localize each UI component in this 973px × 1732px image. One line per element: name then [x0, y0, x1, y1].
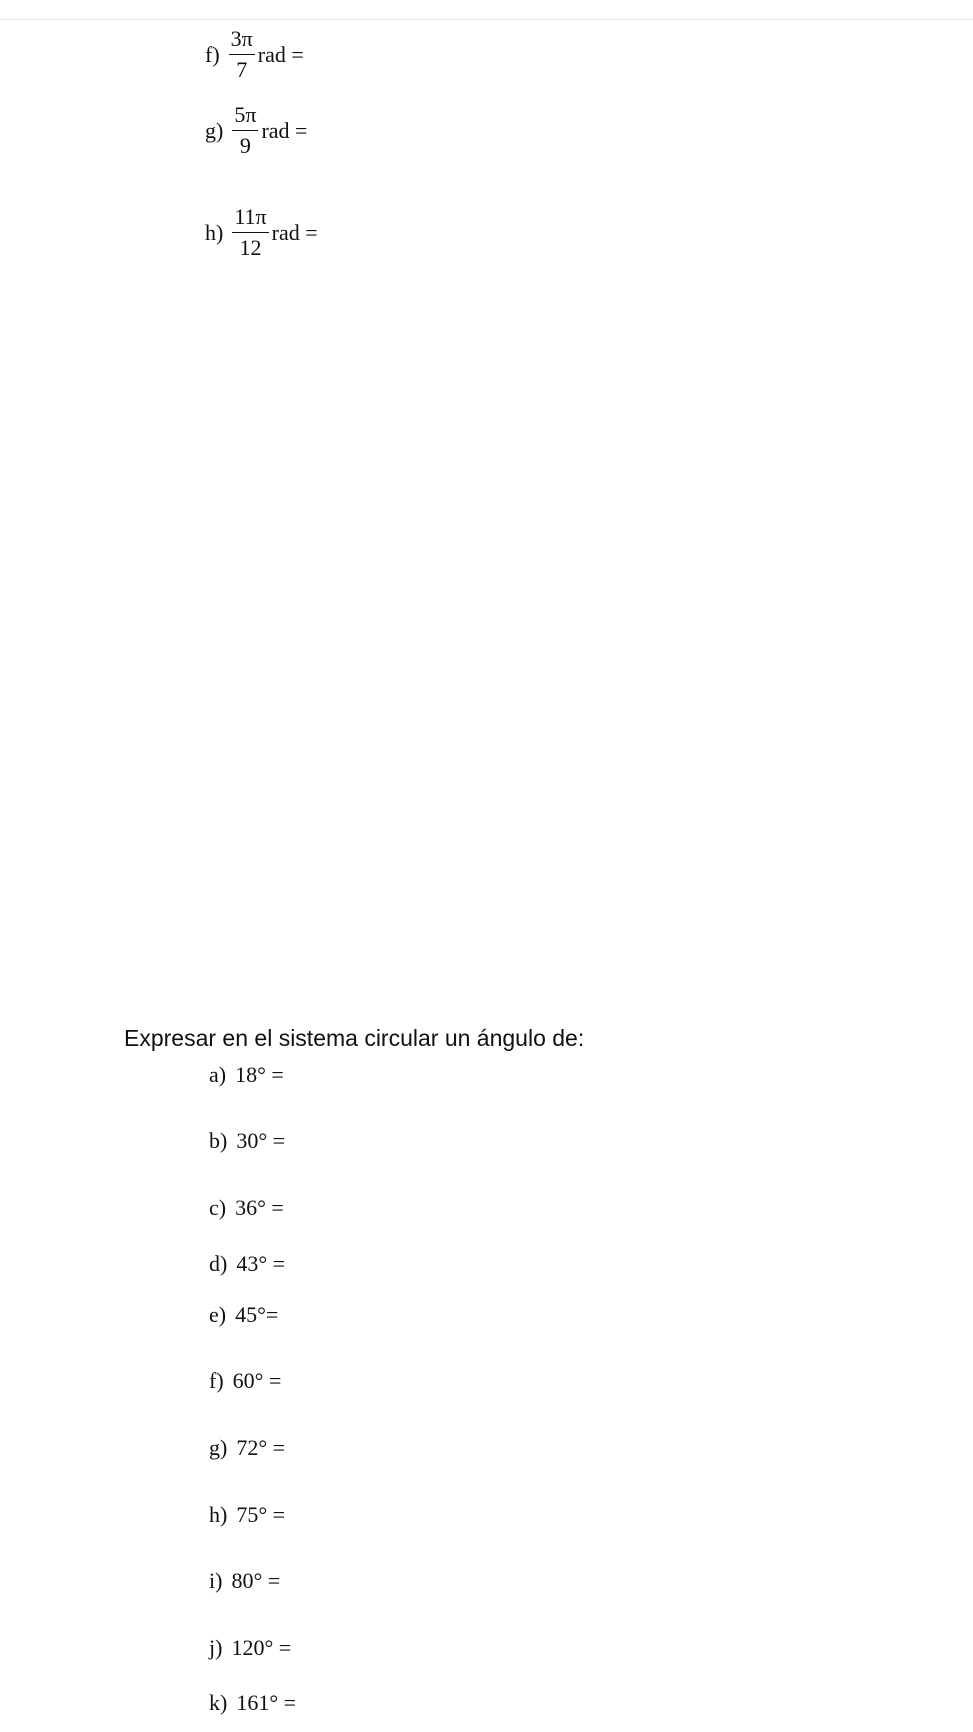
item-letter: j): [209, 1635, 223, 1660]
degree-item-g: [209, 1437, 285, 1459]
fraction-numerator: 5π: [232, 104, 258, 131]
degree-item-j: [209, 1637, 291, 1659]
item-expression: 18° =: [235, 1062, 284, 1087]
item-expression: 30° =: [236, 1128, 286, 1153]
item-letter: k): [209, 1690, 228, 1715]
fraction: [229, 28, 255, 81]
item-letter: d): [209, 1251, 228, 1276]
degree-item-d: [209, 1253, 285, 1275]
section-heading: Expresar en el sistema circular un ángulo de:: [124, 1025, 585, 1051]
item-letter: g): [205, 117, 224, 143]
fraction: [232, 104, 258, 157]
degree-item-i: [209, 1570, 280, 1592]
item-expression: 45°=: [235, 1302, 279, 1327]
item-expression: 80° =: [231, 1568, 281, 1593]
item-letter: h): [205, 219, 224, 245]
fraction-numerator: 11π: [232, 206, 268, 233]
radian-item-h: [205, 206, 318, 259]
degree-item-e: [209, 1304, 278, 1326]
degree-item-a: [209, 1064, 284, 1086]
item-expression: 43° =: [236, 1251, 286, 1276]
item-letter: a): [209, 1062, 227, 1087]
item-letter: h): [209, 1502, 228, 1527]
fraction-denominator: 7: [236, 57, 248, 82]
item-expression: 120° =: [231, 1635, 292, 1660]
fraction-numerator: 3π: [229, 28, 255, 55]
fraction-denominator: 12: [239, 235, 262, 260]
item-expression: 72° =: [236, 1435, 286, 1460]
item-letter: c): [209, 1195, 227, 1220]
radian-item-g: [205, 104, 307, 157]
degree-item-k: [209, 1692, 296, 1714]
item-letter: f): [209, 1368, 224, 1393]
rad-suffix: rad =: [261, 117, 308, 143]
fraction-denominator: 9: [239, 133, 251, 158]
item-letter: i): [209, 1568, 223, 1593]
item-letter: b): [209, 1128, 228, 1153]
item-expression: 60° =: [232, 1368, 282, 1393]
degree-item-b: [209, 1130, 285, 1152]
degree-item-f: [209, 1370, 281, 1392]
item-expression: 36° =: [235, 1195, 284, 1220]
radian-item-f: [205, 28, 304, 81]
item-expression: 75° =: [236, 1502, 286, 1527]
item-letter: g): [209, 1435, 228, 1460]
rad-suffix: rad =: [257, 41, 304, 67]
fraction: [232, 206, 268, 259]
degree-item-c: [209, 1197, 284, 1219]
item-expression: 161° =: [236, 1690, 297, 1715]
item-letter: e): [209, 1302, 227, 1327]
page-top-divider: [0, 19, 973, 20]
item-letter: f): [205, 41, 220, 67]
rad-suffix: rad =: [271, 219, 318, 245]
degree-item-h: [209, 1504, 285, 1526]
